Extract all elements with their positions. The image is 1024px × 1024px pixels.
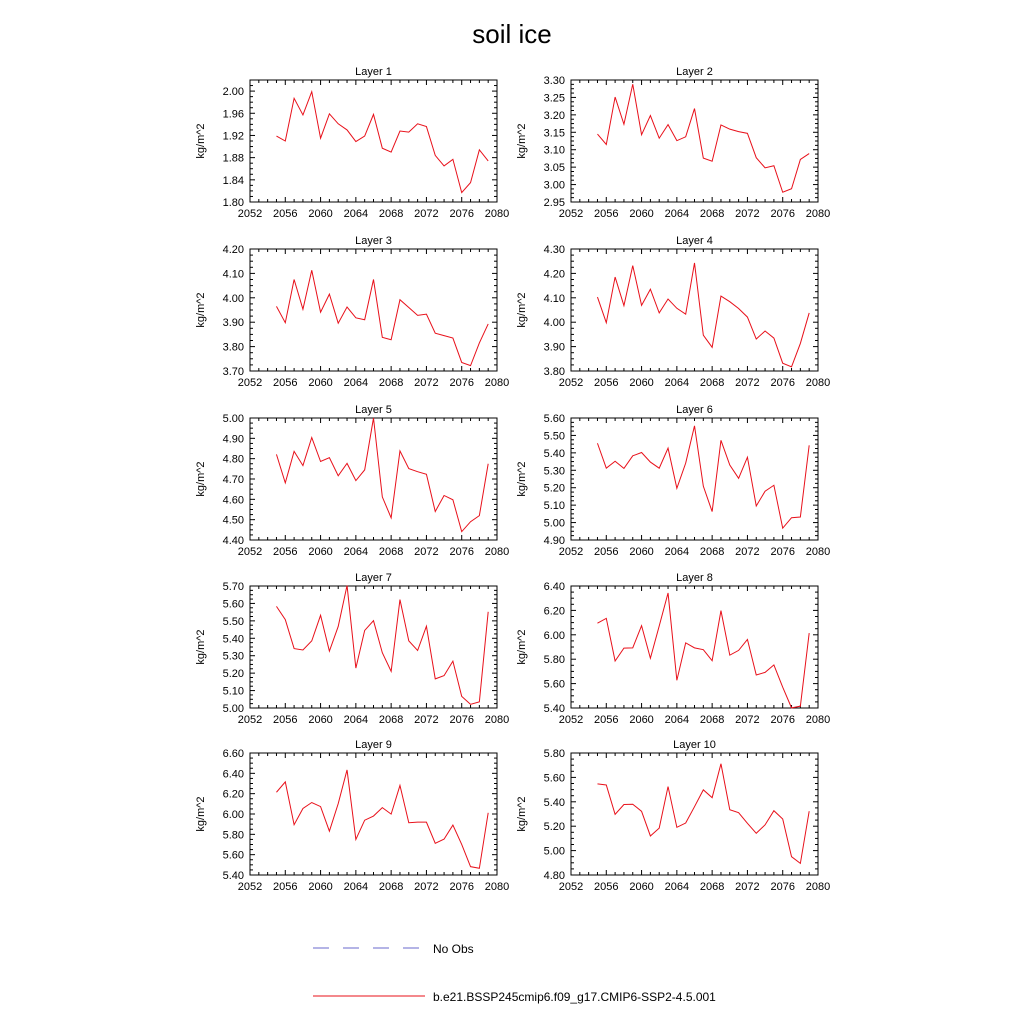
x-tick-label: 2076: [449, 881, 474, 893]
y-tick-label: 5.50: [222, 615, 244, 628]
x-tick-label: 2056: [273, 377, 298, 389]
x-tick-label: 2076: [770, 714, 795, 726]
y-tick-label: 5.80: [543, 748, 565, 760]
x-tick-label: 2056: [594, 881, 619, 893]
x-tick-label: 2056: [594, 377, 619, 389]
x-tick-label: 2052: [237, 546, 263, 558]
x-tick-label: 2060: [308, 208, 333, 220]
y-tick-label: 5.80: [222, 829, 244, 842]
x-tick-label: 2064: [664, 881, 690, 893]
y-tick-label: 4.90: [222, 433, 244, 446]
x-tick-label: 2068: [699, 546, 725, 558]
x-tick-label: 2052: [558, 714, 584, 726]
plot-frame: [571, 586, 818, 708]
y-tick-label: 5.70: [222, 581, 244, 593]
figure-title: soil ice: [472, 19, 552, 49]
y-tick-label: 4.20: [222, 244, 244, 256]
panel-title: Layer 8: [676, 572, 713, 584]
y-axis-label: kg/m^2: [516, 629, 528, 665]
y-tick-label: 3.05: [543, 162, 565, 175]
y-tick-label: 4.90: [543, 535, 565, 547]
x-tick-label: 2056: [273, 881, 298, 893]
y-tick-label: 3.20: [543, 109, 565, 122]
legend: [313, 942, 716, 1004]
y-tick-label: 1.88: [222, 152, 244, 165]
x-tick-label: 2068: [699, 377, 725, 389]
plot-frame: [571, 249, 818, 371]
panel-title: Layer 5: [355, 404, 392, 416]
panel-title: Layer 1: [355, 66, 392, 78]
y-tick-label: 5.20: [543, 821, 565, 834]
x-tick-label: 2076: [449, 208, 474, 220]
plot-frame: [571, 753, 818, 875]
x-tick-label: 2076: [449, 546, 474, 558]
panel-layer-7: [195, 572, 509, 726]
y-tick-label: 2.95: [543, 197, 565, 209]
y-tick-label: 6.20: [222, 788, 244, 801]
series-line: [276, 270, 488, 365]
x-tick-label: 2052: [558, 208, 584, 220]
x-tick-label: 2052: [237, 377, 263, 389]
panel-title: Layer 2: [676, 66, 713, 78]
legend-model-label: b.e21.BSSP245cmip6.f09_g17.CMIP6-SSP2-4.5.001: [433, 990, 716, 1004]
y-tick-label: 5.40: [543, 447, 565, 460]
x-tick-label: 2080: [484, 714, 510, 726]
panel-layer-9: [195, 739, 509, 893]
x-tick-label: 2060: [308, 881, 333, 893]
y-tick-label: 5.40: [543, 703, 565, 715]
y-tick-label: 5.00: [543, 517, 565, 530]
x-tick-label: 2064: [343, 881, 369, 893]
x-tick-label: 2064: [664, 714, 690, 726]
y-tick-label: 3.80: [543, 366, 565, 378]
y-tick-label: 5.20: [543, 482, 565, 495]
y-tick-label: 4.50: [222, 514, 244, 527]
plot-frame: [250, 249, 497, 371]
x-tick-label: 2068: [699, 714, 725, 726]
y-tick-label: 3.80: [222, 341, 244, 354]
y-tick-label: 3.90: [543, 341, 565, 354]
y-tick-label: 5.60: [543, 413, 565, 425]
x-tick-label: 2052: [558, 377, 584, 389]
y-tick-label: 5.40: [222, 870, 244, 882]
x-tick-label: 2064: [343, 546, 369, 558]
panel-layer-6: [516, 404, 830, 558]
y-tick-label: 1.92: [222, 130, 244, 143]
x-tick-label: 2072: [735, 208, 760, 220]
series-line: [597, 263, 809, 367]
y-axis-label: kg/m^2: [195, 123, 207, 159]
y-tick-label: 6.60: [222, 748, 244, 760]
y-tick-label: 1.84: [222, 174, 244, 187]
x-tick-label: 2080: [484, 881, 510, 893]
x-tick-label: 2052: [237, 208, 263, 220]
x-tick-label: 2080: [484, 377, 510, 389]
x-tick-label: 2072: [414, 208, 439, 220]
x-tick-label: 2060: [629, 881, 654, 893]
y-tick-label: 4.00: [543, 317, 565, 330]
x-tick-label: 2064: [343, 377, 369, 389]
x-tick-label: 2072: [735, 714, 760, 726]
y-tick-label: 6.00: [222, 809, 244, 821]
x-tick-label: 2072: [735, 546, 760, 558]
y-tick-label: 3.30: [543, 75, 565, 87]
panel-layer-2: [516, 66, 830, 220]
x-tick-label: 2068: [378, 546, 404, 558]
panel-layer-10: [516, 739, 830, 893]
y-tick-label: 5.20: [222, 668, 244, 681]
series-line: [597, 84, 809, 192]
x-tick-label: 2052: [237, 881, 263, 893]
legend-obs-label: No Obs: [433, 942, 474, 956]
y-tick-label: 5.10: [222, 685, 244, 698]
y-tick-label: 3.70: [222, 366, 244, 378]
x-tick-label: 2060: [308, 377, 333, 389]
series-line: [276, 770, 488, 868]
x-tick-label: 2060: [629, 208, 654, 220]
x-tick-label: 2076: [449, 377, 474, 389]
x-tick-label: 2068: [699, 881, 725, 893]
panel-title: Layer 3: [355, 235, 392, 247]
x-tick-label: 2064: [343, 208, 369, 220]
y-tick-label: 4.10: [222, 268, 244, 281]
panel-layer-4: [516, 235, 830, 389]
y-tick-label: 5.60: [222, 849, 244, 862]
panel-title: Layer 4: [676, 235, 713, 247]
plot-frame: [250, 753, 497, 875]
x-tick-label: 2064: [343, 714, 369, 726]
y-tick-label: 5.10: [543, 500, 565, 513]
y-tick-label: 5.30: [543, 465, 565, 478]
series-line: [276, 585, 488, 704]
panel-title: Layer 6: [676, 404, 713, 416]
panel-title: Layer 10: [673, 739, 716, 751]
y-tick-label: 5.40: [543, 796, 565, 809]
x-tick-label: 2052: [558, 546, 584, 558]
y-tick-label: 1.96: [222, 108, 244, 121]
x-tick-label: 2076: [770, 377, 795, 389]
series-line: [597, 593, 809, 708]
y-axis-label: kg/m^2: [195, 629, 207, 665]
x-tick-label: 2068: [378, 377, 404, 389]
x-tick-label: 2052: [237, 714, 263, 726]
x-tick-label: 2080: [484, 208, 510, 220]
y-tick-label: 3.10: [543, 144, 565, 157]
y-tick-label: 3.00: [543, 179, 565, 192]
y-tick-label: 5.00: [222, 703, 244, 715]
y-axis-label: kg/m^2: [516, 796, 528, 832]
y-tick-label: 5.30: [222, 650, 244, 663]
panel-layer-8: [516, 572, 830, 726]
x-tick-label: 2076: [770, 546, 795, 558]
y-axis-label: kg/m^2: [195, 292, 207, 328]
y-tick-label: 5.00: [543, 845, 565, 858]
x-tick-label: 2080: [805, 377, 831, 389]
x-tick-label: 2060: [308, 546, 333, 558]
x-tick-label: 2072: [735, 377, 760, 389]
x-tick-label: 2076: [449, 714, 474, 726]
y-tick-label: 5.00: [222, 413, 244, 425]
x-tick-label: 2060: [629, 546, 654, 558]
series-line: [276, 418, 488, 532]
y-tick-label: 3.25: [543, 92, 565, 105]
y-tick-label: 5.60: [222, 598, 244, 611]
panel-layer-1: [195, 66, 509, 220]
series-line: [276, 92, 488, 193]
y-tick-label: 6.20: [543, 605, 565, 618]
series-line: [597, 426, 809, 528]
y-tick-label: 5.60: [543, 772, 565, 785]
y-axis-label: kg/m^2: [516, 461, 528, 497]
plot-frame: [571, 80, 818, 202]
x-tick-label: 2064: [664, 546, 690, 558]
y-tick-label: 4.00: [222, 292, 244, 305]
y-tick-label: 4.80: [543, 870, 565, 882]
y-tick-label: 3.15: [543, 127, 565, 140]
y-axis-label: kg/m^2: [516, 123, 528, 159]
x-tick-label: 2072: [414, 714, 439, 726]
y-tick-label: 4.80: [222, 453, 244, 466]
y-tick-label: 4.20: [543, 268, 565, 281]
x-tick-label: 2056: [594, 208, 619, 220]
x-tick-label: 2080: [484, 546, 510, 558]
x-tick-label: 2068: [378, 208, 404, 220]
y-tick-label: 6.00: [543, 629, 565, 642]
x-tick-label: 2064: [664, 377, 690, 389]
y-tick-label: 4.10: [543, 292, 565, 305]
y-tick-label: 4.30: [543, 244, 565, 256]
panel-grid: [195, 66, 830, 893]
y-tick-label: 2.00: [222, 86, 244, 99]
x-tick-label: 2056: [594, 714, 619, 726]
x-tick-label: 2076: [770, 881, 795, 893]
x-tick-label: 2072: [414, 881, 439, 893]
x-tick-label: 2060: [629, 377, 654, 389]
x-tick-label: 2068: [378, 881, 404, 893]
y-tick-label: 5.50: [543, 430, 565, 443]
x-tick-label: 2064: [664, 208, 690, 220]
x-tick-label: 2072: [414, 546, 439, 558]
x-tick-label: 2080: [805, 881, 831, 893]
x-tick-label: 2068: [378, 714, 404, 726]
x-tick-label: 2080: [805, 546, 831, 558]
plot-frame: [250, 418, 497, 540]
panel-title: Layer 9: [355, 739, 392, 751]
x-tick-label: 2052: [558, 881, 584, 893]
y-axis-label: kg/m^2: [516, 292, 528, 328]
x-tick-label: 2056: [273, 208, 298, 220]
x-tick-label: 2056: [273, 546, 298, 558]
y-tick-label: 1.80: [222, 197, 244, 209]
series-line: [597, 764, 809, 864]
x-tick-label: 2056: [273, 714, 298, 726]
panel-layer-3: [195, 235, 509, 389]
y-tick-label: 6.40: [222, 768, 244, 781]
x-tick-label: 2068: [699, 208, 725, 220]
x-tick-label: 2056: [594, 546, 619, 558]
y-tick-label: 4.40: [222, 535, 244, 547]
y-tick-label: 4.70: [222, 474, 244, 486]
y-tick-label: 5.40: [222, 633, 244, 646]
x-tick-label: 2080: [805, 714, 831, 726]
y-tick-label: 5.80: [543, 654, 565, 667]
y-tick-label: 5.60: [543, 678, 565, 691]
y-tick-label: 3.90: [222, 317, 244, 330]
x-tick-label: 2060: [308, 714, 333, 726]
panel-layer-5: [195, 404, 509, 558]
x-tick-label: 2072: [735, 881, 760, 893]
plot-frame: [250, 80, 497, 202]
x-tick-label: 2080: [805, 208, 831, 220]
x-tick-label: 2072: [414, 377, 439, 389]
y-axis-label: kg/m^2: [195, 796, 207, 832]
y-axis-label: kg/m^2: [195, 461, 207, 497]
x-tick-label: 2076: [770, 208, 795, 220]
panel-title: Layer 7: [355, 572, 392, 584]
x-tick-label: 2060: [629, 714, 654, 726]
y-tick-label: 4.60: [222, 494, 244, 507]
y-tick-label: 6.40: [543, 581, 565, 593]
